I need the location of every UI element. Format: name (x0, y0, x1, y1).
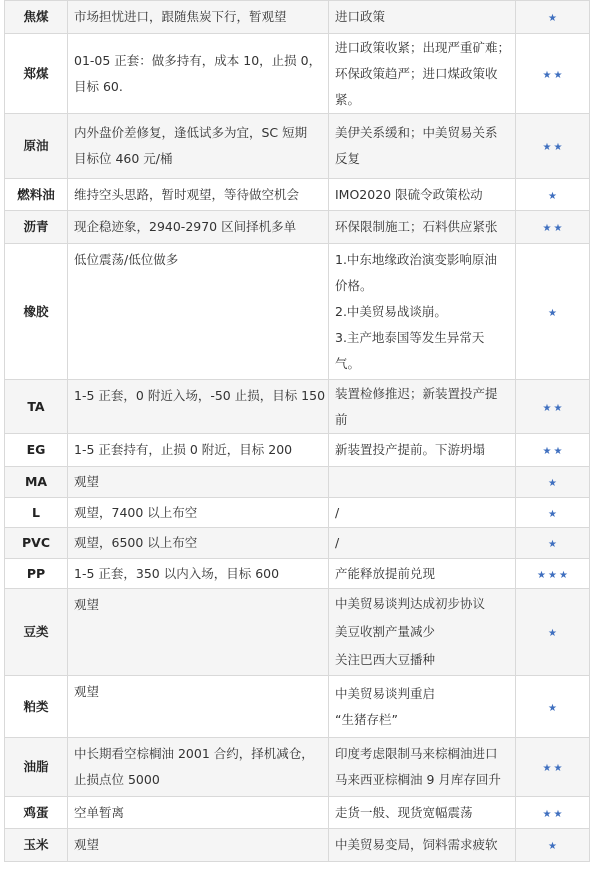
rating-cell (516, 380, 590, 434)
policy-cell (329, 380, 516, 434)
strategy-cell (68, 34, 329, 114)
star-icon: ★ (542, 763, 552, 774)
strategy-cell (68, 434, 329, 467)
policy-cell (329, 738, 516, 797)
rating-cell (516, 467, 590, 498)
strategy-line: 观望 (74, 837, 100, 852)
policy-line: 进口政策 (335, 9, 386, 24)
policy-line: 紧。 (335, 91, 361, 107)
star-icon: ★ (548, 13, 557, 24)
rating-cell (516, 179, 590, 211)
policy-line: 新装置投产提前。下游坍塌 (335, 442, 486, 457)
policy-line: 中美贸易谈判达成初步协议 (335, 596, 486, 611)
star-icon: ★ (548, 569, 557, 581)
table-row (5, 434, 590, 467)
strategy-cell (68, 676, 329, 738)
strategy-line: 止损点位 5000 (74, 772, 160, 787)
strategy-cell (68, 528, 329, 559)
rating-cell (516, 559, 590, 589)
policy-line: 关注巴西大豆播种 (335, 652, 436, 667)
table-row (5, 467, 590, 498)
policy-line: 马来西亚棕榈油 9 月库存回升 (335, 772, 501, 787)
rating-cell (516, 829, 590, 862)
strategy-line: 观望 (74, 684, 100, 699)
star-icon: ★ (542, 223, 552, 234)
commodity-strategy-table (4, 0, 590, 862)
star-icon: ★ (542, 402, 552, 414)
strategy-line: 观望 (74, 474, 100, 489)
table-row (5, 211, 590, 244)
policy-line: 中美贸易谈判重启 (335, 685, 436, 701)
strategy-cell (68, 380, 329, 434)
star-icon: ★ (548, 478, 557, 489)
strategy-line: 1-5 正套持有，止损 0 附近，目标 200 (74, 442, 293, 457)
commodity-name: TA (5, 380, 68, 434)
table-row (5, 34, 590, 114)
table-body (5, 1, 590, 862)
star-icon: ★ (558, 569, 568, 581)
strategy-line: 01-05 正套：做多持有，成本 10，止损 0， (74, 52, 322, 68)
rating-cell (516, 1, 590, 34)
policy-cell (329, 211, 516, 244)
star-icon: ★ (548, 841, 557, 852)
policy-line: 进口政策收紧；出现严重矿难； (335, 39, 511, 55)
strategy-cell (68, 179, 329, 211)
rating-cell (516, 738, 590, 797)
rating-cell (516, 528, 590, 559)
strategy-cell (68, 498, 329, 528)
policy-line: 1.中东地缘政治演变影响原油 (335, 251, 497, 267)
strategy-cell (68, 559, 329, 589)
strategy-cell (68, 467, 329, 498)
strategy-line: 观望 (74, 597, 100, 612)
policy-line: 环保限制施工；石料供应紧张 (335, 219, 498, 234)
commodity-name: PP (5, 559, 68, 589)
policy-cell (329, 829, 516, 862)
star-icon: ★ (553, 402, 563, 414)
rating-cell (516, 589, 590, 676)
commodity-name: 油脂 (5, 738, 68, 797)
strategy-line: 观望，6500 以上布空 (74, 535, 198, 550)
strategy-cell (68, 114, 329, 179)
table-row (5, 738, 590, 797)
policy-cell (329, 179, 516, 211)
rating-cell (516, 114, 590, 179)
rating-cell (516, 498, 590, 528)
rating-cell (516, 676, 590, 738)
strategy-line: 观望，7400 以上布空 (74, 504, 198, 520)
policy-cell (329, 589, 516, 676)
star-icon: ★ (553, 446, 563, 457)
table-row (5, 829, 590, 862)
policy-line: 气。 (335, 355, 361, 371)
strategy-cell (68, 797, 329, 829)
star-icon: ★ (542, 808, 552, 820)
policy-line: 产能释放提前兑现 (335, 565, 436, 581)
table-row (5, 114, 590, 179)
star-icon: ★ (542, 142, 552, 153)
star-icon: ★ (548, 190, 557, 202)
policy-cell (329, 114, 516, 179)
rating-cell (516, 211, 590, 244)
strategy-line: 空单暂离 (74, 804, 125, 820)
policy-cell (329, 676, 516, 738)
commodity-name: MA (5, 467, 68, 498)
star-icon: ★ (553, 69, 563, 81)
policy-line: IMO2020 限硫令政策松动 (335, 186, 483, 202)
strategy-cell (68, 589, 329, 676)
strategy-cell (68, 211, 329, 244)
policy-line: 走货一般、现货宽幅震荡 (335, 804, 473, 820)
strategy-line: 目标 60. (74, 78, 123, 94)
strategy-cell (68, 829, 329, 862)
star-icon: ★ (542, 446, 552, 457)
rating-cell (516, 434, 590, 467)
commodity-name: 鸡蛋 (5, 797, 68, 829)
commodity-name: 橡胶 (5, 244, 68, 380)
star-icon: ★ (548, 508, 557, 520)
star-icon: ★ (553, 223, 563, 234)
table-row (5, 179, 590, 211)
commodity-name: PVC (5, 528, 68, 559)
strategy-cell (68, 244, 329, 380)
commodity-name: 原油 (5, 114, 68, 179)
policy-line: 3.主产地泰国等发生异常天 (335, 329, 485, 345)
policy-line: “生猪存栏” (335, 711, 398, 727)
policy-cell (329, 467, 516, 498)
rating-cell (516, 797, 590, 829)
policy-cell (329, 34, 516, 114)
policy-line: 印度考虑限制马来棕榈油进口 (335, 746, 498, 761)
commodity-name: L (5, 498, 68, 528)
commodity-name: 焦煤 (5, 1, 68, 34)
strategy-line: 目标位 460 元/桶 (74, 151, 173, 166)
policy-line: 环保政策趋严；进口煤政策收 (335, 65, 498, 81)
commodity-name: 玉米 (5, 829, 68, 862)
star-icon: ★ (548, 628, 557, 639)
policy-cell (329, 498, 516, 528)
policy-cell (329, 1, 516, 34)
policy-line: / (335, 504, 340, 520)
table-row (5, 676, 590, 738)
policy-line: 价格。 (335, 277, 373, 293)
commodity-name: 燃料油 (5, 179, 68, 211)
strategy-line: 1-5 正套，350 以内入场，目标 600 (74, 565, 280, 581)
table-row (5, 797, 590, 829)
policy-line: 美伊关系缓和；中美贸易关系 (335, 125, 498, 140)
strategy-cell (68, 738, 329, 797)
policy-cell (329, 559, 516, 589)
commodity-name: 沥青 (5, 211, 68, 244)
strategy-line: 1-5 正套，0 附近入场，-50 止损，目标 150 (74, 388, 326, 403)
table-row (5, 498, 590, 528)
strategy-line: 维持空头思路，暂时观望，等待做空机会 (74, 186, 300, 202)
table-row (5, 589, 590, 676)
star-icon: ★ (548, 539, 557, 550)
policy-line: 前 (335, 411, 348, 427)
policy-cell (329, 797, 516, 829)
table-row (5, 528, 590, 559)
policy-line: 美豆收割产量减少 (335, 624, 436, 639)
rating-cell (516, 34, 590, 114)
policy-line: 装置检修推迟；新装置投产提 (335, 385, 498, 401)
table-row (5, 380, 590, 434)
commodity-name: 豆类 (5, 589, 68, 676)
star-icon: ★ (537, 569, 547, 581)
policy-cell (329, 434, 516, 467)
table-row (5, 559, 590, 589)
star-icon: ★ (553, 808, 563, 820)
star-icon: ★ (548, 702, 557, 714)
strategy-line: 市场担忧进口，跟随焦炭下行，暂观望 (74, 9, 287, 24)
strategy-line: 低位震荡/低位做多 (74, 252, 179, 267)
policy-line: / (335, 535, 340, 550)
strategy-line: 中长期看空棕榈油 2001 合约，择机减仓， (74, 746, 314, 761)
strategy-line: 内外盘价差修复，逢低试多为宜，SC 短期 (74, 125, 308, 140)
star-icon: ★ (553, 142, 563, 153)
commodity-name: EG (5, 434, 68, 467)
star-icon: ★ (542, 69, 552, 81)
table-row (5, 1, 590, 34)
rating-cell (516, 244, 590, 380)
policy-line: 反复 (335, 151, 361, 166)
commodity-name: 粕类 (5, 676, 68, 738)
policy-cell (329, 528, 516, 559)
policy-line: 2.中美贸易战谈崩。 (335, 303, 447, 319)
star-icon: ★ (548, 307, 557, 319)
policy-cell (329, 244, 516, 380)
strategy-line: 现企稳迹象，2940-2970 区间择机多单 (74, 219, 297, 234)
star-icon: ★ (553, 763, 563, 774)
commodity-name: 郑煤 (5, 34, 68, 114)
policy-line: 中美贸易变局，饲料需求疲软 (335, 837, 498, 852)
table-row (5, 244, 590, 380)
strategy-cell (68, 1, 329, 34)
